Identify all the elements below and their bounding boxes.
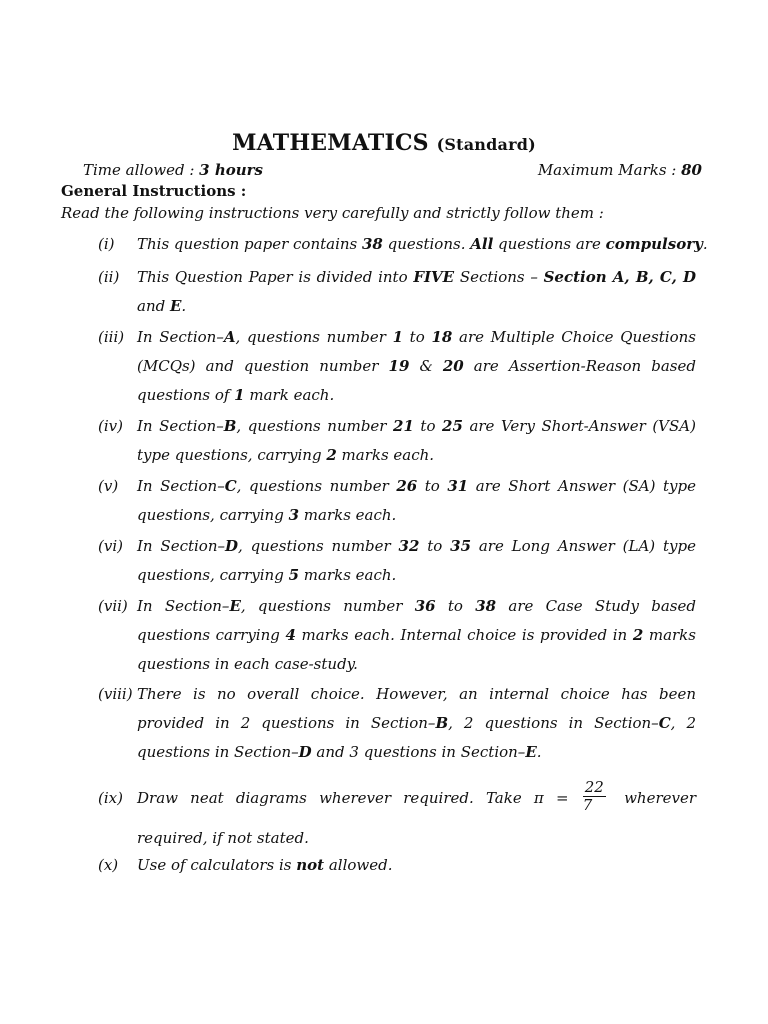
instruction-item-ix — [98, 778, 696, 858]
general-instructions-heading: General Instructions : — [61, 182, 247, 200]
item-number: (x) — [98, 856, 119, 874]
item-text: In Section–C, questions number 26 to 31 are Short Answer (SA) type questions, carrying 3 marks each. — [137, 477, 696, 524]
instruction-item-vii — [98, 592, 696, 679]
item-text: This question paper contains 38 questions. All questions are compulsory. — [137, 235, 708, 253]
subject-level: (Standard) — [436, 135, 536, 154]
item-number: (v) — [98, 477, 119, 495]
item-text: There is no overall choice. However, an internal choice has been provided in 2 questions in Section–B, 2 questions in Section–C, 2 questions in Section–D and 3 questions in Section–E. — [137, 685, 696, 761]
item-text: This Question Paper is divided into FIVE Sections – Section A, B, C, D and E. — [137, 268, 697, 315]
item-text: In Section–E, questions number 36 to 38 are Case Study based questions carrying 4 marks each. Internal choice is provided in 2 marks questions in each case-study. — [137, 597, 696, 673]
subject-name: MATHEMATICS — [232, 130, 429, 156]
item-text: In Section–A, questions number 1 to 18 are Multiple Choice Questions (MCQs) and question number 19 & 20 are Assertion-Reason based questions of 1 mark each. — [137, 328, 696, 404]
item-text: In Section–B, questions number 21 to 25 are Very Short-Answer (VSA) type questions, carrying 2 marks each. — [137, 417, 696, 464]
paper-title — [0, 130, 768, 156]
instruction-item-viii — [98, 680, 696, 767]
item-text: Draw neat diagrams wherever required. Take π = $\frac{22}{7}$ wherever required, if not stated. — [137, 777, 697, 847]
item-number: (iv) — [98, 417, 123, 435]
item-number: (vii) — [98, 597, 128, 615]
pi-fraction: $\frac{22}{7}$ — [582, 777, 604, 814]
item-text: In Section–D, questions number 32 to 35 are Long Answer (LA) type questions, carrying 5 marks each. — [137, 537, 696, 584]
instructions-lead: Read the following instructions very carefully and strictly follow them : — [61, 204, 604, 222]
item-text: Use of calculators is not allowed. — [137, 856, 393, 874]
instruction-item-ii — [98, 263, 696, 321]
item-number: (vi) — [98, 537, 123, 555]
item-number: (ii) — [98, 268, 120, 286]
time-allowed: Time allowed : 3 hours — [83, 161, 263, 179]
instruction-item-x — [98, 851, 696, 880]
instruction-item-iii — [98, 323, 696, 410]
instruction-item-iv — [98, 412, 696, 470]
maximum-marks: Maximum Marks : 80 — [537, 161, 702, 179]
instruction-item-v — [98, 472, 696, 530]
item-number: (i) — [98, 235, 115, 253]
instruction-item-vi — [98, 532, 696, 590]
instruction-item-i — [98, 230, 708, 259]
item-number: (iii) — [98, 328, 125, 346]
item-number: (ix) — [98, 789, 123, 807]
item-number: (viii) — [98, 685, 133, 703]
